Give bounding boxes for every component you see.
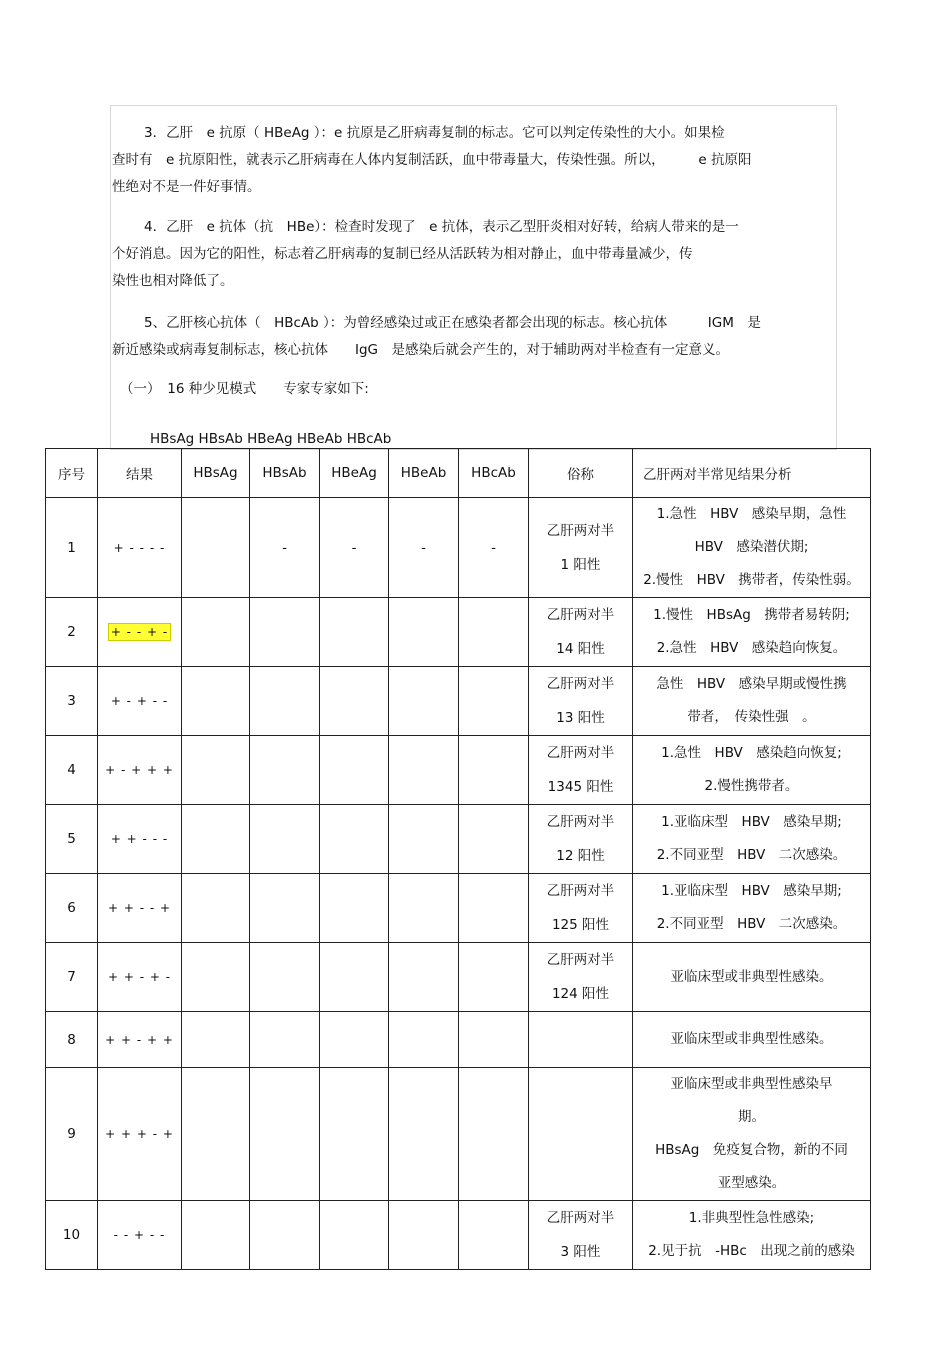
marker-cell — [389, 598, 459, 667]
marker-cell — [459, 805, 529, 874]
paragraph-line: 新近感染或病毒复制标志，核心抗体 IgG 是感染后就会产生的，对于辅助两对半检查有一定意义。 — [112, 342, 730, 358]
nickname-line: 乙肝两对半 — [546, 745, 615, 761]
row-analysis — [633, 943, 871, 1012]
paragraph-line: 4．乙肝 e 抗体（抗 HBe）：检查时发现了 e 抗体，表示乙型肝炎相对好转，给病人带来的是一 — [144, 219, 739, 235]
row-nickname — [529, 1012, 633, 1068]
nickname-line: 124 阳性 — [551, 986, 610, 1002]
nickname-line: 乙肝两对半 — [546, 676, 615, 692]
marker-cell: - — [250, 498, 320, 598]
nickname-line: 乙肝两对半 — [546, 522, 615, 539]
row-analysis — [633, 1012, 871, 1068]
marker-header-line: HBsAg HBsAb HBeAg HBeAb HBcAb — [150, 431, 392, 447]
table-row — [46, 874, 871, 943]
nickname-line: 乙肝两对半 — [546, 607, 615, 623]
marker-cell — [182, 805, 250, 874]
row-result-cell — [98, 874, 182, 943]
marker-cell — [182, 943, 250, 1012]
nickname-line: 3 阳性 — [560, 1244, 601, 1260]
marker-cell — [320, 598, 389, 667]
header-index: 序号 — [46, 449, 98, 498]
marker-cell — [389, 874, 459, 943]
analysis-line: 亚临床型或非典型性感染。 — [670, 1031, 833, 1047]
nickname-line: 乙肝两对半 — [546, 883, 615, 899]
marker-cell — [320, 874, 389, 943]
marker-cell — [389, 1068, 459, 1201]
section-subheading: （一） 16 种少见模式 专家专家如下: — [120, 381, 369, 397]
row-nickname — [529, 498, 633, 598]
paragraph-hbeag — [112, 120, 837, 201]
analysis-line: HBV 感染潜伏期; — [694, 539, 809, 555]
marker-cell — [182, 667, 250, 736]
marker-cell: - — [320, 498, 389, 598]
row-result-pattern: - - + - - — [113, 1228, 166, 1242]
marker-cell — [389, 805, 459, 874]
row-result-cell — [98, 736, 182, 805]
analysis-line: 1.非典型性急性感染; — [688, 1210, 815, 1226]
row-result-cell — [98, 598, 182, 667]
table-row — [46, 1068, 871, 1201]
marker-cell — [459, 598, 529, 667]
nickname-line: 1345 阳性 — [547, 779, 614, 795]
row-index: 10 — [46, 1201, 98, 1270]
row-analysis — [633, 805, 871, 874]
marker-cell — [389, 943, 459, 1012]
analysis-line: 亚临床型或非典型性感染早 — [670, 1076, 833, 1092]
marker-cell — [389, 736, 459, 805]
marker-cell — [320, 805, 389, 874]
row-result-pattern: + - + + + — [105, 763, 174, 777]
table-row — [46, 943, 871, 1012]
paragraph-hbcab — [112, 310, 837, 364]
marker-cell — [182, 1201, 250, 1270]
row-index: 7 — [46, 943, 98, 1012]
row-result-pattern: + - - - - — [113, 540, 166, 555]
row-result-cell — [98, 1068, 182, 1201]
analysis-line: 急性 HBV 感染早期或慢性携 — [656, 676, 847, 692]
marker-cell — [250, 874, 320, 943]
row-result-cell — [98, 805, 182, 874]
marker-cell — [320, 1012, 389, 1068]
analysis-line: 2.见于抗 -HBc 出现之前的感染 — [648, 1243, 855, 1259]
paragraph-line: 3．乙肝 e 抗原（ HBeAg ）：e 抗原是乙肝病毒复制的标志。它可以判定传染性的大小。如果检 — [144, 125, 725, 141]
analysis-line: 2.不同亚型 HBV 二次感染。 — [656, 916, 847, 932]
row-result-cell — [98, 1012, 182, 1068]
header-nickname: 俗称 — [529, 449, 633, 498]
table-row — [46, 736, 871, 805]
analysis-line: 2.急性 HBV 感染趋向恢复。 — [656, 640, 847, 656]
paragraph-line: 个好消息。因为它的阳性，标志着乙肝病毒的复制已经从活跃转为相对静止，血中带毒量减少，传 — [112, 246, 693, 262]
results-table — [45, 448, 871, 1270]
row-result-cell — [98, 943, 182, 1012]
analysis-line: 亚临床型或非典型性感染。 — [670, 968, 833, 985]
marker-cell — [182, 598, 250, 667]
table-row — [46, 598, 871, 667]
marker-cell — [320, 943, 389, 1012]
marker-cell — [459, 667, 529, 736]
header-hbeab: HBeAb — [389, 449, 459, 498]
marker-cell — [459, 736, 529, 805]
analysis-line: 1.慢性 HBsAg 携带者易转阴; — [653, 607, 850, 623]
analysis-line: 1.亚临床型 HBV 感染早期; — [661, 883, 842, 899]
header-hbsab: HBsAb — [250, 449, 320, 498]
row-result-cell — [98, 667, 182, 736]
marker-cell — [389, 1201, 459, 1270]
row-nickname — [529, 1201, 633, 1270]
row-nickname — [529, 598, 633, 667]
paragraph-line: 查时有 e 抗原阳性，就表示乙肝病毒在人体内复制活跃，血中带毒量大，传染性强。所以， e 抗原阳 — [112, 152, 752, 168]
row-index: 2 — [46, 598, 98, 667]
marker-cell — [459, 943, 529, 1012]
marker-cell — [250, 943, 320, 1012]
row-index: 6 — [46, 874, 98, 943]
marker-cell — [459, 1201, 529, 1270]
row-analysis — [633, 736, 871, 805]
marker-cell — [250, 1012, 320, 1068]
row-nickname — [529, 667, 633, 736]
row-nickname — [529, 943, 633, 1012]
marker-cell — [459, 1012, 529, 1068]
row-result-cell — [98, 498, 182, 598]
header-hbeag: HBeAg — [320, 449, 389, 498]
marker-cell — [250, 1201, 320, 1270]
row-nickname — [529, 1068, 633, 1201]
nickname-line: 125 阳性 — [551, 917, 610, 933]
paragraph-line: 染性也相对降低了。 — [112, 273, 234, 289]
row-result-pattern: + + - + - — [107, 970, 172, 984]
row-nickname — [529, 874, 633, 943]
marker-cell — [182, 874, 250, 943]
row-nickname — [529, 736, 633, 805]
marker-cell — [320, 1201, 389, 1270]
row-result-pattern: + + - - + — [107, 901, 172, 915]
row-analysis — [633, 598, 871, 667]
marker-cell — [182, 736, 250, 805]
table-header-row — [46, 449, 871, 498]
table-row — [46, 805, 871, 874]
nickname-line: 乙肝两对半 — [546, 814, 615, 830]
row-index: 1 — [46, 498, 98, 598]
marker-cell — [320, 736, 389, 805]
paragraph-hbeab — [112, 214, 837, 295]
marker-cell — [182, 1068, 250, 1201]
row-index: 5 — [46, 805, 98, 874]
header-hbcab: HBcAb — [459, 449, 529, 498]
table-row — [46, 1012, 871, 1068]
row-index: 9 — [46, 1068, 98, 1201]
table-row — [46, 667, 871, 736]
analysis-line: 2.慢性 HBV 携带者，传染性弱。 — [643, 572, 860, 588]
paragraph-line: 性绝对不是一件好事情。 — [112, 179, 261, 195]
header-hbsag: HBsAg — [182, 449, 250, 498]
row-analysis — [633, 874, 871, 943]
analysis-line: 带者， 传染性强 。 — [687, 709, 816, 725]
table-row — [46, 498, 871, 598]
marker-cell: - — [459, 498, 529, 598]
marker-cell — [250, 736, 320, 805]
marker-cell — [250, 667, 320, 736]
row-analysis — [633, 498, 871, 598]
marker-cell — [389, 1012, 459, 1068]
row-index: 4 — [46, 736, 98, 805]
row-result-cell — [98, 1201, 182, 1270]
analysis-line: 期。 — [738, 1109, 765, 1125]
analysis-line: 2.不同亚型 HBV 二次感染。 — [656, 847, 847, 863]
header-analysis: 乙肝两对半常见结果分析 — [633, 449, 871, 498]
analysis-line: 1.急性 HBV 感染早期，急性 — [656, 506, 847, 522]
marker-cell — [320, 1068, 389, 1201]
marker-cell — [182, 1012, 250, 1068]
marker-cell: - — [389, 498, 459, 598]
table-row — [46, 1201, 871, 1270]
marker-cell — [250, 805, 320, 874]
row-analysis — [633, 1068, 871, 1201]
row-result-pattern: + + + - + — [105, 1127, 174, 1141]
marker-cell — [182, 498, 250, 598]
row-index: 3 — [46, 667, 98, 736]
marker-cell — [250, 1068, 320, 1201]
nickname-line: 乙肝两对半 — [546, 952, 615, 968]
nickname-line: 14 阳性 — [556, 641, 605, 657]
nickname-line: 12 阳性 — [556, 848, 605, 864]
row-result-pattern: + + - + + — [105, 1032, 174, 1047]
nickname-line: 1 阳性 — [560, 556, 601, 573]
marker-cell — [389, 667, 459, 736]
marker-cell — [250, 598, 320, 667]
analysis-line: 亚型感染。 — [717, 1175, 786, 1191]
row-analysis — [633, 667, 871, 736]
row-nickname — [529, 805, 633, 874]
analysis-line: 1.急性 HBV 感染趋向恢复; — [661, 745, 842, 761]
analysis-line: 1.亚临床型 HBV 感染早期; — [661, 814, 842, 830]
row-result-pattern: + - - + - — [108, 623, 171, 641]
row-result-pattern: + - + - - — [110, 694, 169, 708]
marker-cell — [459, 874, 529, 943]
nickname-line: 13 阳性 — [556, 710, 605, 726]
row-analysis — [633, 1201, 871, 1270]
header-result: 结果 — [98, 449, 182, 498]
marker-cell — [459, 1068, 529, 1201]
row-result-pattern: + + - - - — [110, 832, 169, 846]
row-index: 8 — [46, 1012, 98, 1068]
paragraph-line: 5、乙肝核心抗体（ HBcAb ）：为曾经感染过或正在感染者都会出现的标志。核心抗体 IGM 是 — [144, 315, 761, 331]
analysis-line: 2.慢性携带者。 — [704, 778, 799, 794]
marker-cell — [320, 667, 389, 736]
nickname-line: 乙肝两对半 — [546, 1210, 615, 1226]
analysis-line: HBsAg 免疫复合物，新的不同 — [655, 1142, 848, 1158]
